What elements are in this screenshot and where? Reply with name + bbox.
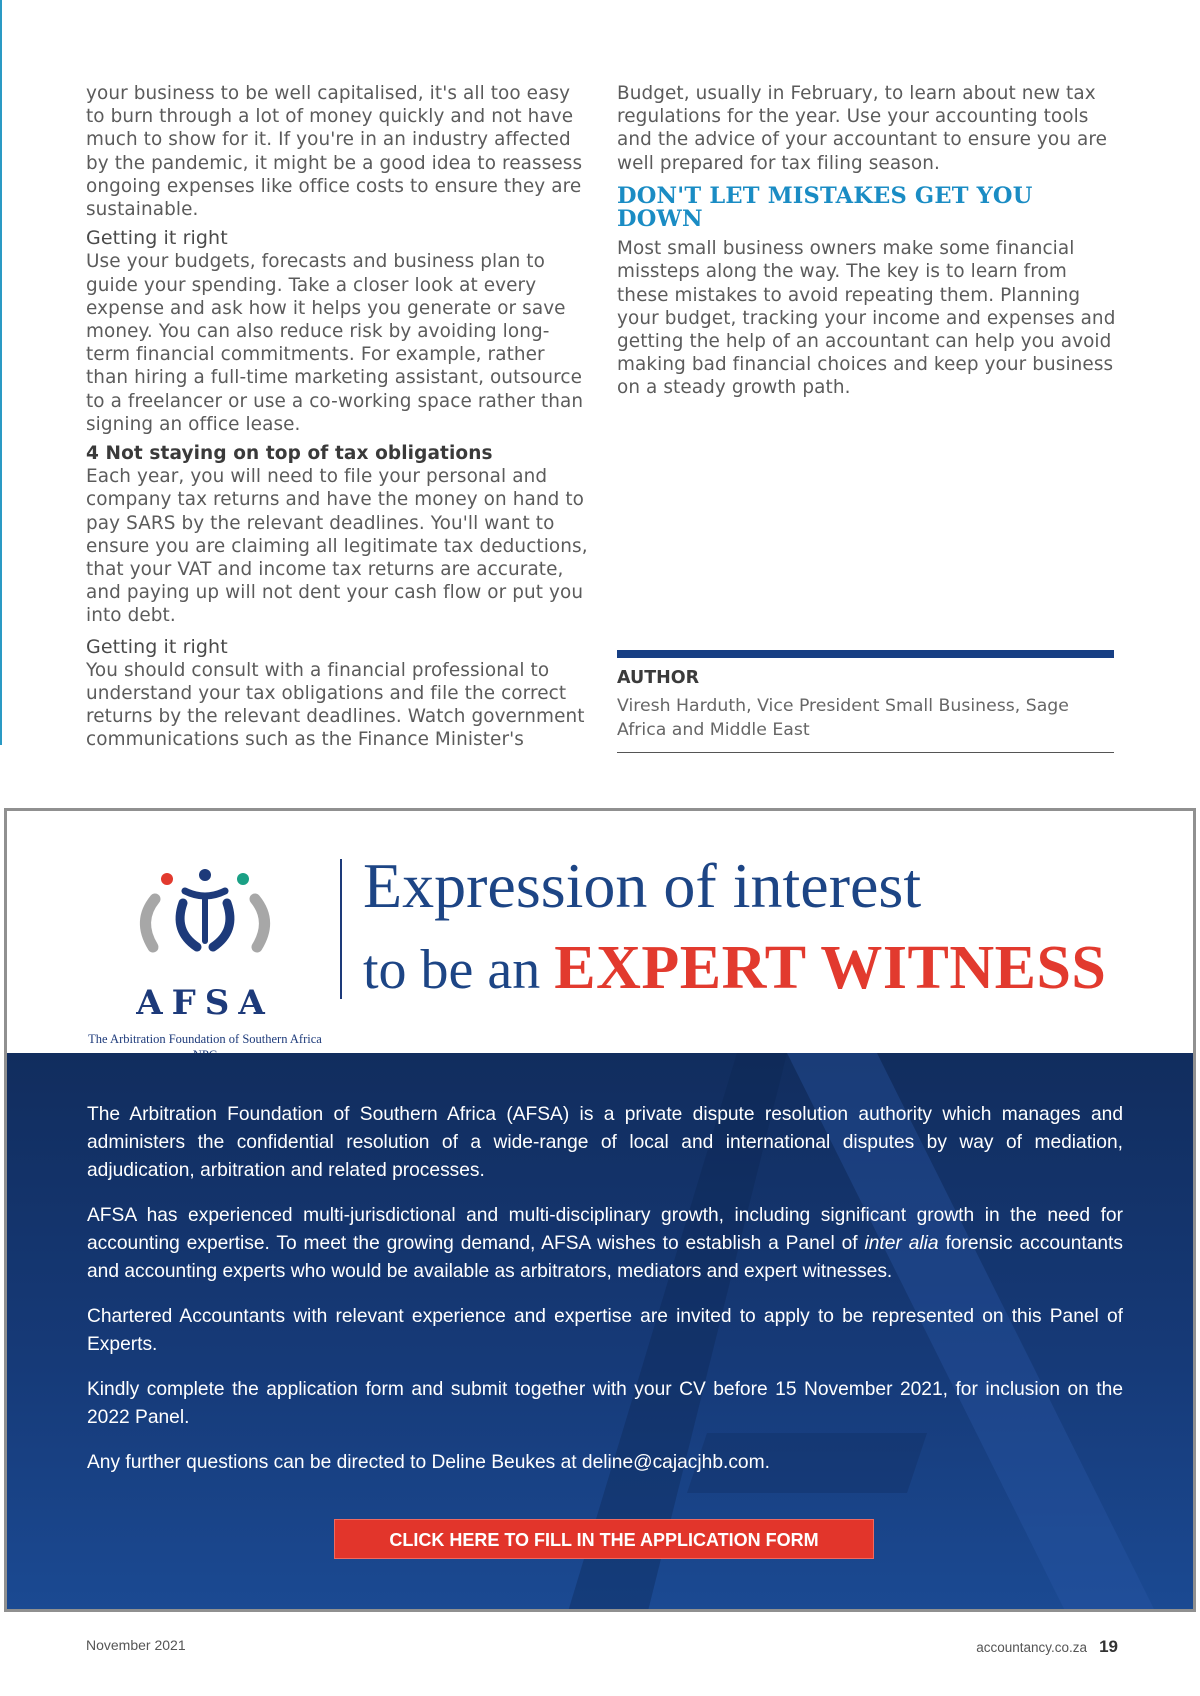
paragraph: Use your budgets, forecasts and business plan to guide your spending. Take a closer look at every expense and ask how it helps you generate or save money. You can also reduce risk by avoiding long-term financial commitments. For example, rather than hiring a full-time marketing assistant, outsource to a freelancer or use a co-working space rather than signing an office lease. bbox=[86, 251, 584, 435]
right-column bbox=[617, 82, 1117, 400]
subheading: Getting it right bbox=[86, 227, 228, 250]
ad-paragraph: The Arbitration Foundation of Southern Africa (AFSA) is a private dispute resolution authority which manages and administers the confidential resolution of a wide-range of local and international disputes by way of mediation, adjudication, arbitration and related processes. bbox=[87, 1104, 1123, 1181]
afsa-figures-icon bbox=[85, 861, 325, 981]
header-divider bbox=[340, 859, 342, 999]
author-name: Viresh Harduth, Vice President Small Business, Sage Africa and Middle East bbox=[617, 696, 1069, 740]
afsa-logo bbox=[85, 861, 325, 1046]
ad-paragraph bbox=[87, 1202, 1123, 1286]
ad-paragraph: Any further questions can be directed to Deline Beukes at deline@cajacjhb.com. bbox=[87, 1452, 770, 1473]
author-divider-bar bbox=[617, 650, 1114, 658]
paragraph: You should consult with a financial professional to understand your tax obligations and file the correct returns by the relevant deadlines. Watch government communications such as the Finance Minister's bbox=[86, 659, 585, 751]
afsa-full-name: The Arbitration Foundation of Southern Africa bbox=[88, 1032, 322, 1046]
ad-text-italic: inter alia bbox=[864, 1233, 939, 1254]
ad-body bbox=[7, 1053, 1193, 1612]
ad-title-highlight: EXPERT WITNESS bbox=[554, 934, 1107, 1002]
subheading: Getting it right bbox=[86, 635, 228, 658]
application-form-button[interactable]: CLICK HERE TO FILL IN THE APPLICATION FORM bbox=[334, 1519, 874, 1559]
ad-paragraph: Chartered Accountants with relevant experience and expertise are invited to apply to be represented on this Panel of Experts. bbox=[87, 1306, 1123, 1355]
ad-paragraph: Kindly complete the application form and submit together with your CV before 15 November 2021, for inclusion on the 2022 Panel. bbox=[87, 1379, 1123, 1428]
paragraph: Each year, you will need to file your personal and company tax returns and have the money on hand to pay SARS by the relevant deadlines. You'll want to ensure you are claiming all legitimate tax deductions, that your VAT and income tax returns are accurate, and paying up will not dent your cash flow or put you into debt. bbox=[86, 466, 588, 627]
page-number: 19 bbox=[1099, 1637, 1118, 1656]
ad-title-line1: Expression of interest bbox=[363, 850, 922, 921]
footer-site-link[interactable]: accountancy.co.za bbox=[976, 1640, 1088, 1655]
ad-title-line2 bbox=[363, 933, 1106, 1004]
author-divider-line bbox=[617, 752, 1114, 753]
footer-date: November 2021 bbox=[86, 1637, 186, 1653]
ad-title-line2-prefix: to be an bbox=[363, 939, 555, 1001]
ad-header bbox=[7, 811, 1193, 1053]
author-label: AUTHOR bbox=[617, 668, 700, 688]
paragraph: your business to be well capitalised, it's all too easy to burn through a lot of money quickly and not have much to show for it. If you're in an industry affected by the pandemic, it might be a good idea to reassess ongoing expenses like office costs to ensure they are sustainable. bbox=[86, 83, 583, 221]
section-heading: DON'T LET MISTAKES GET YOU DOWN bbox=[617, 182, 1033, 233]
afsa-advertisement bbox=[4, 808, 1196, 1612]
paragraph: Budget, usually in February, to learn about new tax regulations for the year. Use your accounting tools and the advice of your accountant to ensure you are well prepared for tax filing season. bbox=[617, 83, 1108, 174]
ad-text-span: AFSA has experienced multi-jurisdictional and multi-disciplinary growth, including significant growth in the need for accounting expertise. To meet the growing demand, AFSA wishes to establish a Panel of bbox=[87, 1205, 1123, 1254]
left-margin-rule bbox=[0, 0, 2, 745]
ad-text bbox=[87, 1101, 1123, 1494]
footer-right bbox=[976, 1637, 1118, 1657]
ad-text-span: forensic accountants and accounting experts who would be available as arbitrators, mediators and expert witnesses. bbox=[87, 1233, 1123, 1282]
left-column bbox=[86, 82, 591, 752]
afsa-logo-word: AFSA bbox=[136, 983, 274, 1023]
paragraph: Most small business owners make some financial missteps along the way. The key is to learn from these mistakes to avoid repeating them. Planning your budget, tracking your income and expenses and getting the help of an accountant can help you avoid making bad financial choices and keep your business on a steady growth path. bbox=[617, 238, 1116, 399]
section-heading: 4 Not staying on top of tax obligations bbox=[86, 443, 493, 465]
